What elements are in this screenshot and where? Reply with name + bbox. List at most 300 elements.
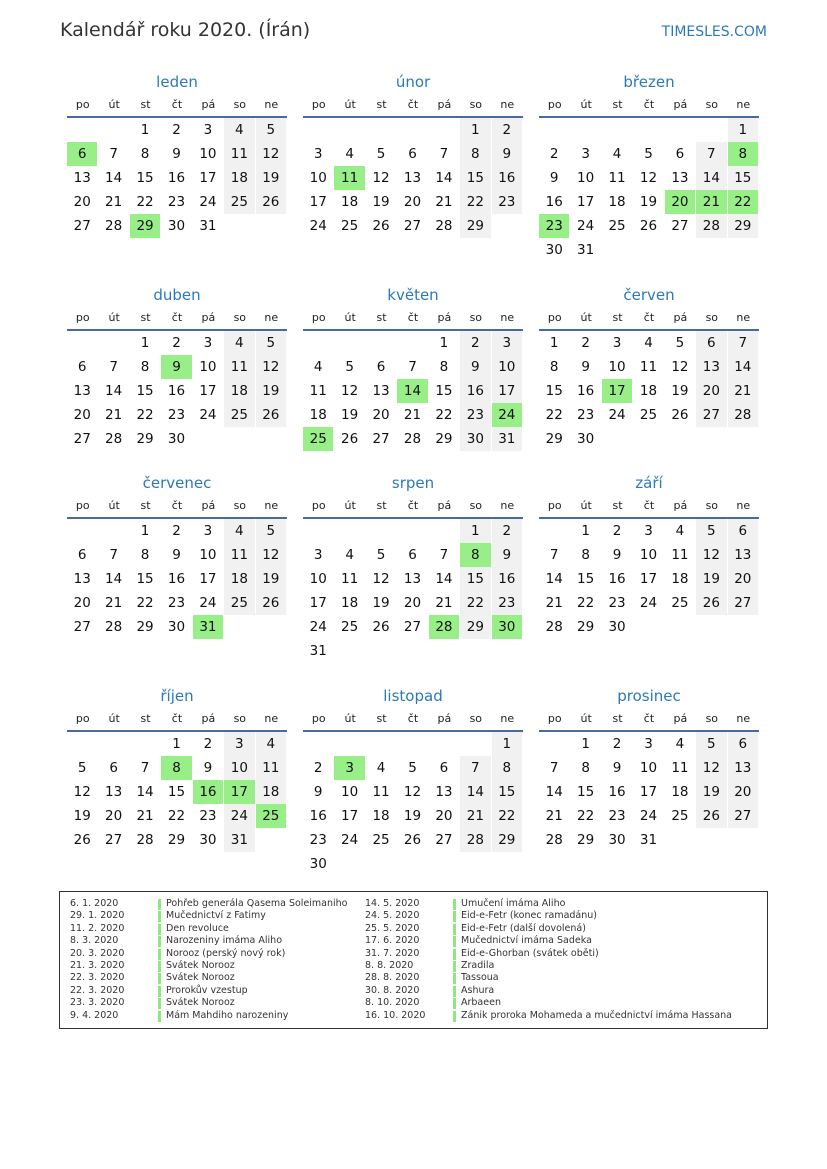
legend-date: 22. 3. 2020 — [70, 984, 125, 996]
day: 14 — [728, 355, 758, 379]
day: 29 — [460, 214, 490, 238]
day: 1 — [460, 519, 490, 543]
legend-marker — [453, 1011, 456, 1022]
day: 7 — [408, 359, 417, 375]
page-title: Kalendář roku 2020. (Írán) — [60, 19, 311, 41]
weekday-label: ne — [736, 98, 751, 111]
legend-marker — [453, 949, 456, 960]
day: 14 — [545, 571, 563, 587]
legend-holiday-name: Eid-e-Ghorban (svátek oběti) — [461, 947, 599, 959]
day: 21 — [435, 595, 453, 611]
legend-holiday-name: Umučení imáma Aliho — [461, 898, 566, 909]
day: 12 — [256, 355, 286, 379]
holiday-day: 29 — [130, 214, 160, 238]
day: 13 — [403, 170, 422, 186]
day: 18 — [372, 808, 390, 824]
day: 21 — [136, 808, 154, 824]
weekday-label: út — [108, 499, 120, 512]
day-grid — [303, 732, 523, 876]
empty-cell — [397, 732, 427, 756]
weekday-header — [67, 94, 287, 118]
day: 12 — [696, 756, 726, 780]
day: 2 — [460, 331, 490, 355]
month-únor — [303, 70, 523, 238]
day: 28 — [105, 619, 123, 635]
day: 16 — [608, 784, 626, 800]
day: 14 — [696, 166, 726, 190]
legend-holiday-name: Svátek Norooz — [166, 959, 235, 971]
day: 26 — [372, 619, 390, 635]
day: 17 — [199, 571, 217, 587]
weekday-header — [67, 708, 287, 732]
empty-cell — [460, 732, 490, 756]
weekday-label: pá — [201, 499, 216, 512]
day: 18 — [671, 784, 689, 800]
day: 25 — [341, 218, 359, 234]
day: 4 — [612, 146, 622, 162]
empty-cell — [67, 519, 97, 543]
weekday-label: po — [311, 98, 326, 111]
day: 24 — [577, 218, 595, 234]
day: 23 — [608, 808, 626, 824]
empty-cell — [539, 118, 569, 142]
empty-cell — [303, 732, 333, 756]
day: 14 — [105, 571, 123, 587]
legend-marker — [453, 998, 456, 1009]
day: 26 — [671, 407, 689, 423]
month-name: říjen — [160, 687, 194, 705]
day: 25 — [224, 190, 254, 214]
day: 31 — [224, 828, 254, 852]
holiday-day: 17 — [602, 379, 632, 403]
legend-date: 8. 10. 2020 — [365, 997, 420, 1009]
holiday-day: 24 — [492, 403, 522, 427]
holiday-day: 11 — [334, 166, 364, 190]
day: 1 — [140, 122, 150, 138]
day: 17 — [309, 595, 327, 611]
legend-date: 22. 3. 2020 — [70, 972, 125, 984]
day: 26 — [256, 591, 286, 615]
day: 21 — [728, 379, 758, 403]
month-březen — [539, 70, 759, 262]
month-name: březen — [623, 73, 675, 91]
day-grid — [539, 732, 759, 852]
weekday-label: čt — [171, 98, 183, 111]
day: 25 — [671, 808, 689, 824]
day: 15 — [577, 571, 595, 587]
day: 9 — [581, 359, 590, 375]
day: 6 — [675, 146, 685, 162]
weekday-label: po — [75, 98, 90, 111]
day: 28 — [435, 218, 453, 234]
empty-cell — [334, 732, 364, 756]
day: 7 — [140, 760, 150, 776]
day: 23 — [309, 832, 327, 848]
legend-holiday-name: Svátek Norooz — [166, 972, 235, 984]
day: 22 — [577, 595, 595, 611]
day: 11 — [608, 170, 626, 186]
day: 16 — [545, 194, 563, 210]
day: 5 — [696, 519, 726, 543]
legend-date: 31. 7. 2020 — [365, 947, 420, 959]
weekday-label: so — [233, 98, 247, 111]
holiday-day: 3 — [334, 756, 364, 780]
weekday-label: pá — [437, 98, 452, 111]
day: 24 — [199, 407, 217, 423]
empty-cell — [98, 118, 128, 142]
day: 30 — [199, 832, 217, 848]
day: 1 — [549, 335, 559, 351]
weekday-label: pá — [437, 311, 452, 324]
weekday-label: st — [612, 311, 623, 324]
day: 12 — [403, 784, 422, 800]
month-name: květen — [387, 286, 439, 304]
day: 13 — [105, 784, 123, 800]
brand-link[interactable]: TIMESLES.COM — [661, 24, 767, 40]
legend-row — [365, 960, 732, 972]
day: 16 — [309, 808, 327, 824]
day: 10 — [199, 547, 217, 563]
legend-row — [70, 997, 348, 1009]
day: 14 — [545, 784, 563, 800]
weekday-label: čt — [171, 712, 183, 725]
weekday-label: pá — [201, 712, 216, 725]
day: 19 — [372, 595, 390, 611]
legend-row — [365, 1010, 732, 1022]
weekday-label: so — [233, 499, 247, 512]
weekday-label: st — [140, 712, 151, 725]
day: 20 — [105, 808, 123, 824]
day: 9 — [492, 142, 522, 166]
legend-holiday-name: Mučednictví z Fatimy — [166, 910, 266, 922]
weekday-label: st — [612, 98, 623, 111]
day: 13 — [73, 571, 91, 587]
day: 21 — [435, 194, 453, 210]
weekday-label: po — [75, 311, 90, 324]
day: 26 — [256, 403, 286, 427]
empty-cell — [366, 519, 396, 543]
weekday-label: út — [344, 499, 356, 512]
day: 15 — [577, 784, 595, 800]
legend-marker — [158, 1011, 161, 1022]
day: 1 — [140, 523, 150, 539]
day: 22 — [545, 407, 563, 423]
weekday-label: st — [140, 311, 151, 324]
empty-cell — [334, 331, 364, 355]
day: 3 — [644, 736, 653, 752]
day: 12 — [671, 359, 689, 375]
weekday-label: so — [233, 712, 247, 725]
day: 27 — [372, 431, 390, 447]
day: 21 — [105, 407, 123, 423]
empty-cell — [67, 118, 97, 142]
day: 4 — [224, 519, 254, 543]
weekday-label: út — [580, 499, 592, 512]
legend-row — [365, 997, 732, 1009]
weekday-label: st — [376, 499, 387, 512]
day: 25 — [224, 403, 254, 427]
weekday-label: po — [547, 311, 562, 324]
day: 19 — [256, 567, 286, 591]
holiday-legend — [59, 891, 768, 1029]
day: 18 — [341, 595, 359, 611]
day: 5 — [77, 760, 87, 776]
weekday-label: ne — [500, 712, 515, 725]
day: 3 — [581, 146, 590, 162]
legend-marker — [158, 986, 161, 997]
legend-date: 25. 5. 2020 — [365, 922, 420, 934]
weekday-label: pá — [437, 499, 452, 512]
day: 5 — [696, 732, 726, 756]
day: 9 — [203, 760, 213, 776]
legend-date: 23. 3. 2020 — [70, 997, 125, 1009]
day: 16 — [608, 571, 626, 587]
weekday-label: ne — [736, 311, 751, 324]
legend-holiday-name: Prorokův vzestup — [166, 984, 248, 996]
day: 4 — [644, 335, 653, 351]
weekday-label: út — [344, 311, 356, 324]
day: 19 — [403, 808, 422, 824]
day: 6 — [77, 359, 87, 375]
day: 7 — [109, 547, 118, 563]
day: 3 — [203, 523, 213, 539]
empty-cell — [67, 732, 97, 756]
legend-row — [365, 972, 732, 984]
day: 16 — [460, 379, 490, 403]
day: 19 — [639, 194, 658, 210]
day: 16 — [167, 170, 186, 186]
holiday-day: 25 — [303, 427, 333, 451]
legend-marker — [158, 936, 161, 947]
day-grid — [303, 118, 523, 238]
day: 18 — [256, 780, 286, 804]
day: 31 — [492, 427, 522, 451]
holiday-day: 17 — [224, 780, 254, 804]
weekday-label: so — [469, 98, 483, 111]
day: 28 — [696, 214, 726, 238]
day: 1 — [492, 732, 522, 756]
day: 17 — [639, 784, 658, 800]
day: 1 — [728, 118, 758, 142]
day: 23 — [577, 407, 595, 423]
month-leden — [67, 70, 287, 238]
day: 2 — [492, 519, 522, 543]
day: 11 — [309, 383, 327, 399]
weekday-label: čt — [643, 712, 655, 725]
legend-holiday-name: Mučednictví imáma Sadeka — [461, 935, 592, 947]
holiday-day: 6 — [67, 142, 97, 166]
day: 5 — [256, 118, 286, 142]
day: 14 — [460, 780, 490, 804]
day: 6 — [376, 359, 386, 375]
day-grid — [67, 331, 287, 451]
day: 3 — [612, 335, 622, 351]
day: 28 — [105, 218, 123, 234]
weekday-label: čt — [643, 98, 655, 111]
day: 18 — [671, 571, 689, 587]
month-name: červen — [623, 286, 675, 304]
day: 20 — [728, 780, 758, 804]
day: 17 — [199, 383, 217, 399]
day: 19 — [256, 166, 286, 190]
empty-cell — [303, 519, 333, 543]
day: 13 — [728, 543, 758, 567]
day-grid — [67, 519, 287, 639]
day: 16 — [167, 571, 186, 587]
day: 22 — [435, 407, 453, 423]
day: 5 — [345, 359, 354, 375]
weekday-label: st — [612, 499, 623, 512]
legend-row — [365, 898, 732, 910]
month-name: duben — [153, 286, 201, 304]
day: 30 — [608, 619, 626, 635]
legend-marker — [453, 924, 456, 935]
day: 7 — [728, 331, 758, 355]
day: 10 — [309, 170, 327, 186]
weekday-label: st — [376, 712, 387, 725]
legend-marker — [453, 911, 456, 922]
day: 6 — [728, 732, 758, 756]
day: 11 — [256, 756, 286, 780]
day: 26 — [403, 832, 422, 848]
weekday-label: so — [469, 311, 483, 324]
day: 16 — [577, 383, 595, 399]
empty-cell — [539, 732, 569, 756]
day: 12 — [372, 170, 390, 186]
legend-row — [365, 985, 732, 997]
legend-marker — [158, 973, 161, 984]
legend-holiday-name: Pohřeb generála Qasema Soleimaniho — [166, 898, 348, 909]
weekday-label: ne — [264, 311, 279, 324]
day: 24 — [309, 218, 327, 234]
day: 22 — [577, 808, 595, 824]
legend-holiday-name: Zánik proroka Mohameda a mučednictví imáma Hassana — [461, 1009, 733, 1021]
legend-marker — [158, 961, 161, 972]
legend-holiday-name: Tassoua — [461, 972, 499, 984]
day: 7 — [109, 359, 118, 375]
day: 16 — [492, 567, 522, 591]
legend-date: 17. 6. 2020 — [365, 935, 420, 947]
weekday-label: po — [311, 712, 326, 725]
day: 24 — [639, 595, 658, 611]
day: 11 — [639, 359, 658, 375]
weekday-header — [539, 495, 759, 519]
day: 30 — [167, 619, 186, 635]
weekday-label: ne — [500, 311, 515, 324]
empty-cell — [397, 118, 427, 142]
day: 19 — [73, 808, 91, 824]
empty-cell — [98, 732, 128, 756]
weekday-label: po — [311, 499, 326, 512]
day: 26 — [639, 218, 658, 234]
day: 20 — [73, 407, 91, 423]
day: 4 — [224, 118, 254, 142]
day: 29 — [492, 828, 522, 852]
weekday-label: ne — [736, 499, 751, 512]
weekday-header — [539, 307, 759, 331]
weekday-label: pá — [201, 98, 216, 111]
day: 13 — [73, 383, 91, 399]
legend-row — [365, 910, 732, 922]
day: 21 — [403, 407, 422, 423]
weekday-label: po — [547, 499, 562, 512]
day: 21 — [545, 595, 563, 611]
day: 22 — [136, 595, 154, 611]
day: 10 — [341, 784, 359, 800]
holiday-day: 8 — [460, 543, 490, 567]
legend-row — [70, 923, 348, 935]
legend-holiday-name: Eid-e-Fetr (další dovolená) — [461, 922, 586, 934]
legend-column — [70, 898, 348, 1022]
empty-cell — [665, 118, 695, 142]
weekday-label: pá — [673, 98, 688, 111]
weekday-header — [539, 708, 759, 732]
legend-date: 29. 1. 2020 — [70, 910, 125, 922]
day: 31 — [577, 242, 595, 258]
day: 4 — [376, 760, 386, 776]
month-květen — [303, 283, 523, 451]
legend-holiday-name: Zradila — [461, 959, 495, 971]
day: 2 — [612, 523, 622, 539]
day: 5 — [256, 331, 286, 355]
day: 10 — [309, 571, 327, 587]
day: 18 — [341, 194, 359, 210]
weekday-label: st — [376, 311, 387, 324]
day: 15 — [136, 571, 154, 587]
day: 4 — [224, 331, 254, 355]
day: 14 — [435, 571, 453, 587]
day: 21 — [460, 804, 490, 828]
day: 22 — [167, 808, 186, 824]
day-grid — [539, 118, 759, 262]
day: 27 — [73, 431, 91, 447]
weekday-label: ne — [736, 712, 751, 725]
legend-date: 6. 1. 2020 — [70, 898, 119, 909]
legend-marker — [453, 986, 456, 997]
day: 10 — [639, 547, 658, 563]
day: 13 — [435, 784, 453, 800]
day: 11 — [224, 355, 254, 379]
day: 30 — [167, 218, 186, 234]
weekday-header — [303, 94, 523, 118]
day: 4 — [675, 736, 685, 752]
day: 28 — [105, 431, 123, 447]
day: 28 — [136, 832, 154, 848]
day: 7 — [549, 547, 559, 563]
day: 15 — [460, 567, 490, 591]
day: 22 — [460, 190, 490, 214]
legend-holiday-name: Norooz (perský nový rok) — [166, 947, 286, 959]
day: 26 — [341, 431, 359, 447]
day: 17 — [492, 379, 522, 403]
day: 13 — [73, 170, 91, 186]
holiday-day: 23 — [539, 214, 569, 238]
day: 8 — [549, 359, 559, 375]
weekday-label: po — [75, 712, 90, 725]
empty-cell — [429, 519, 459, 543]
day: 15 — [435, 383, 453, 399]
day: 19 — [341, 407, 359, 423]
legend-date: 28. 8. 2020 — [365, 972, 420, 984]
day: 18 — [224, 166, 254, 190]
day: 21 — [545, 808, 563, 824]
day: 2 — [203, 736, 213, 752]
day: 8 — [140, 547, 150, 563]
day: 9 — [612, 547, 622, 563]
weekday-label: pá — [673, 712, 688, 725]
day: 8 — [581, 760, 590, 776]
day: 20 — [73, 194, 91, 210]
